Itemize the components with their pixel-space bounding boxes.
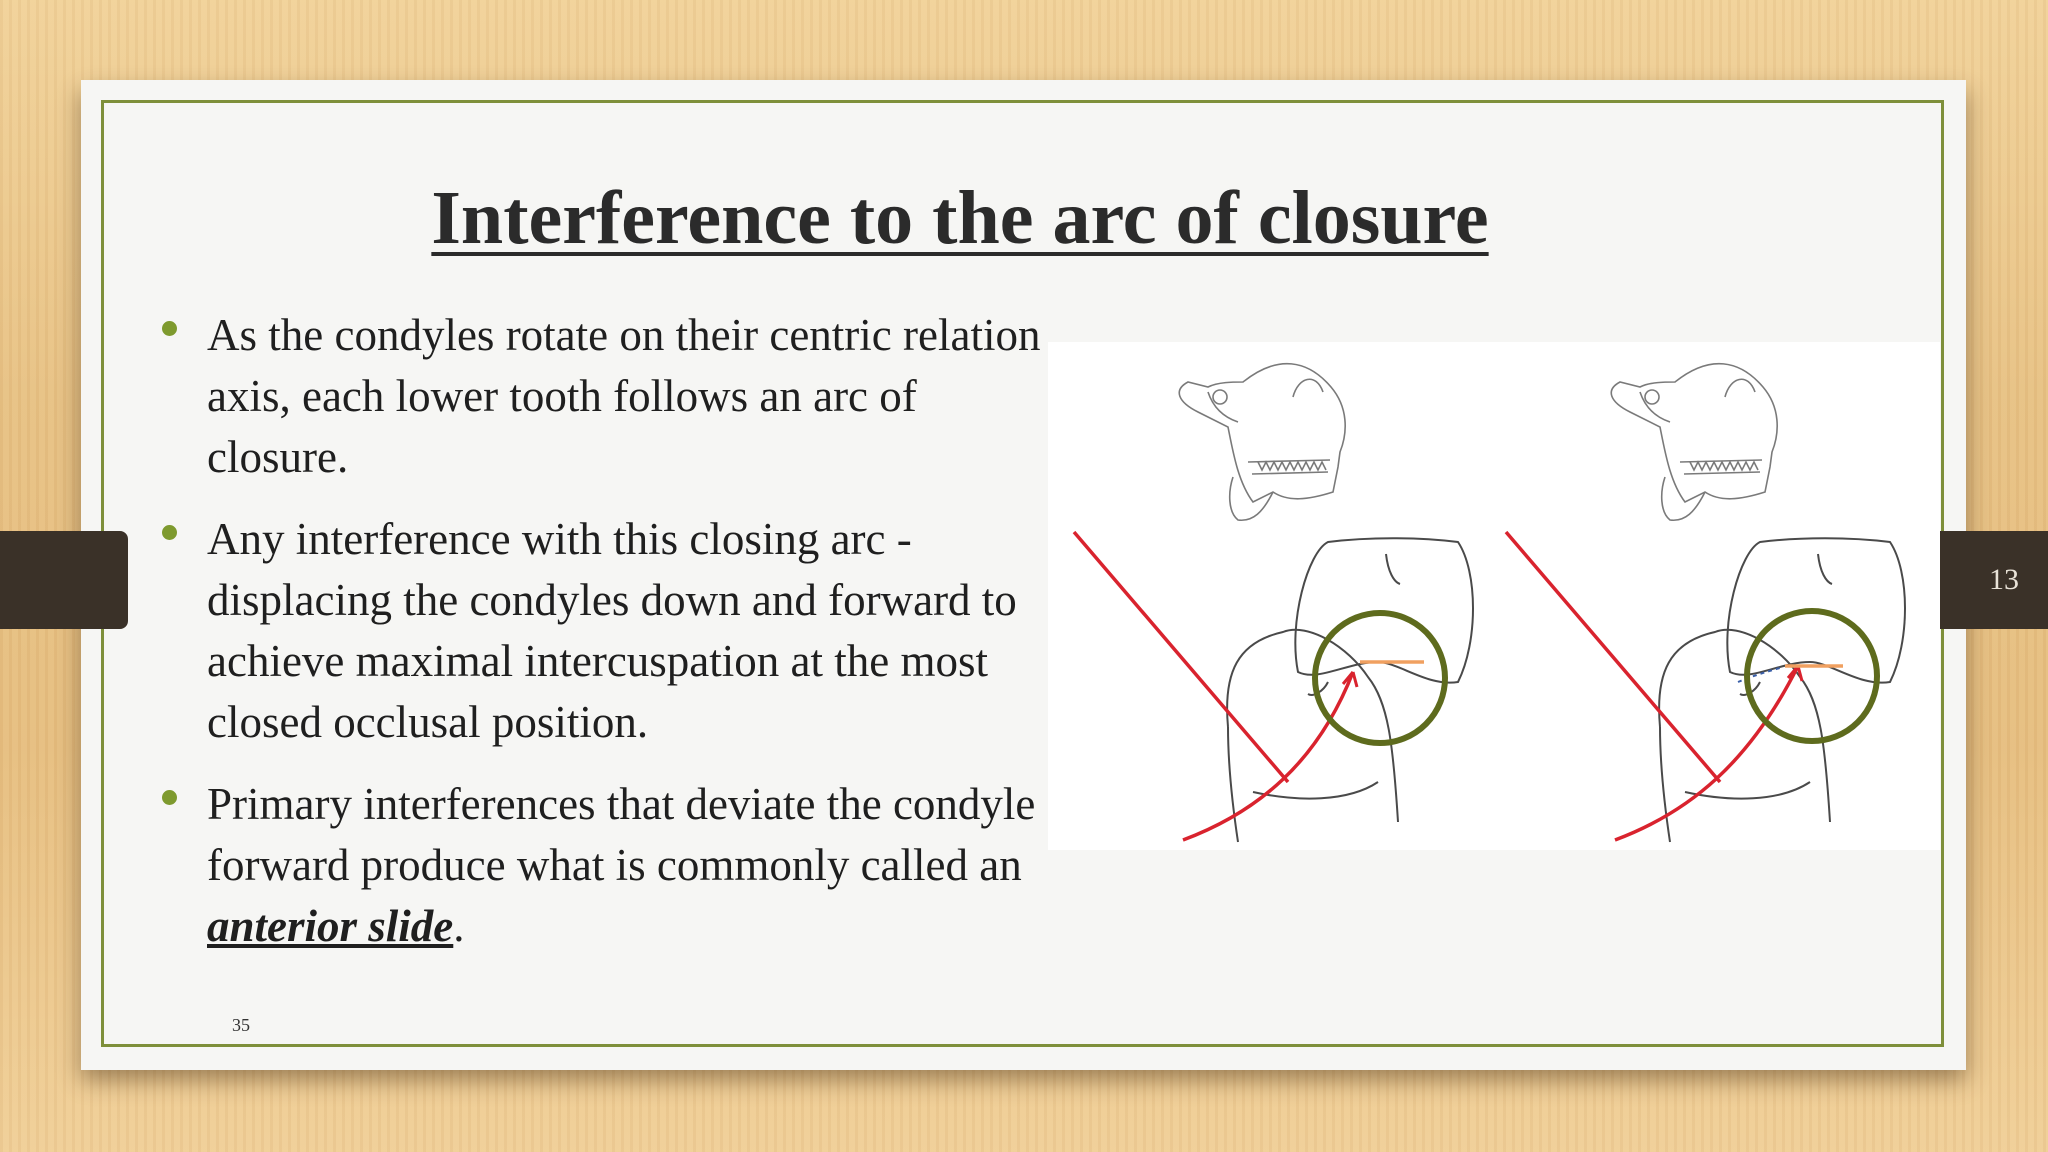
bullet-item: [160, 509, 1060, 753]
bullet-item: [160, 774, 1060, 957]
occlusion-diagram: [1048, 342, 1940, 850]
bullet-dot-icon: [162, 525, 177, 540]
interference-circle: [1747, 611, 1877, 741]
closure-arc-line: [1506, 532, 1720, 782]
bullet-text: Primary interferences that deviate the condyle forward produce what is commonly called an: [207, 779, 1036, 890]
slide-number: 13: [1989, 563, 2019, 596]
skull-sketch-icon: [1179, 364, 1345, 521]
left-tab: [0, 531, 128, 629]
skull-sketch-icon: [1611, 364, 1777, 521]
bullet-text: As the condyles rotate on their centric relation axis, each lower tooth follows an arc of closure.: [207, 310, 1041, 482]
page-number: 35: [232, 1015, 250, 1035]
bullet-dot-icon: [162, 790, 177, 805]
closure-arc-line: [1074, 532, 1288, 782]
closing-arc-panel-right: [1506, 364, 1905, 842]
bullet-list: [160, 305, 1060, 957]
bullet-dot-icon: [162, 321, 177, 336]
bullet-text-end: .: [453, 901, 465, 951]
slide-title: Interference to the arc of closure: [431, 176, 1489, 260]
closing-arc-panel-left: [1074, 364, 1473, 842]
anterior-slide-emphasis: anterior slide: [207, 901, 454, 951]
bullet-text: Any interference with this closing arc - displacing the condyles down and forward to achieve maximal intercuspation at the most closed occlusal position.: [207, 514, 1017, 747]
bullet-item: [160, 305, 1060, 488]
